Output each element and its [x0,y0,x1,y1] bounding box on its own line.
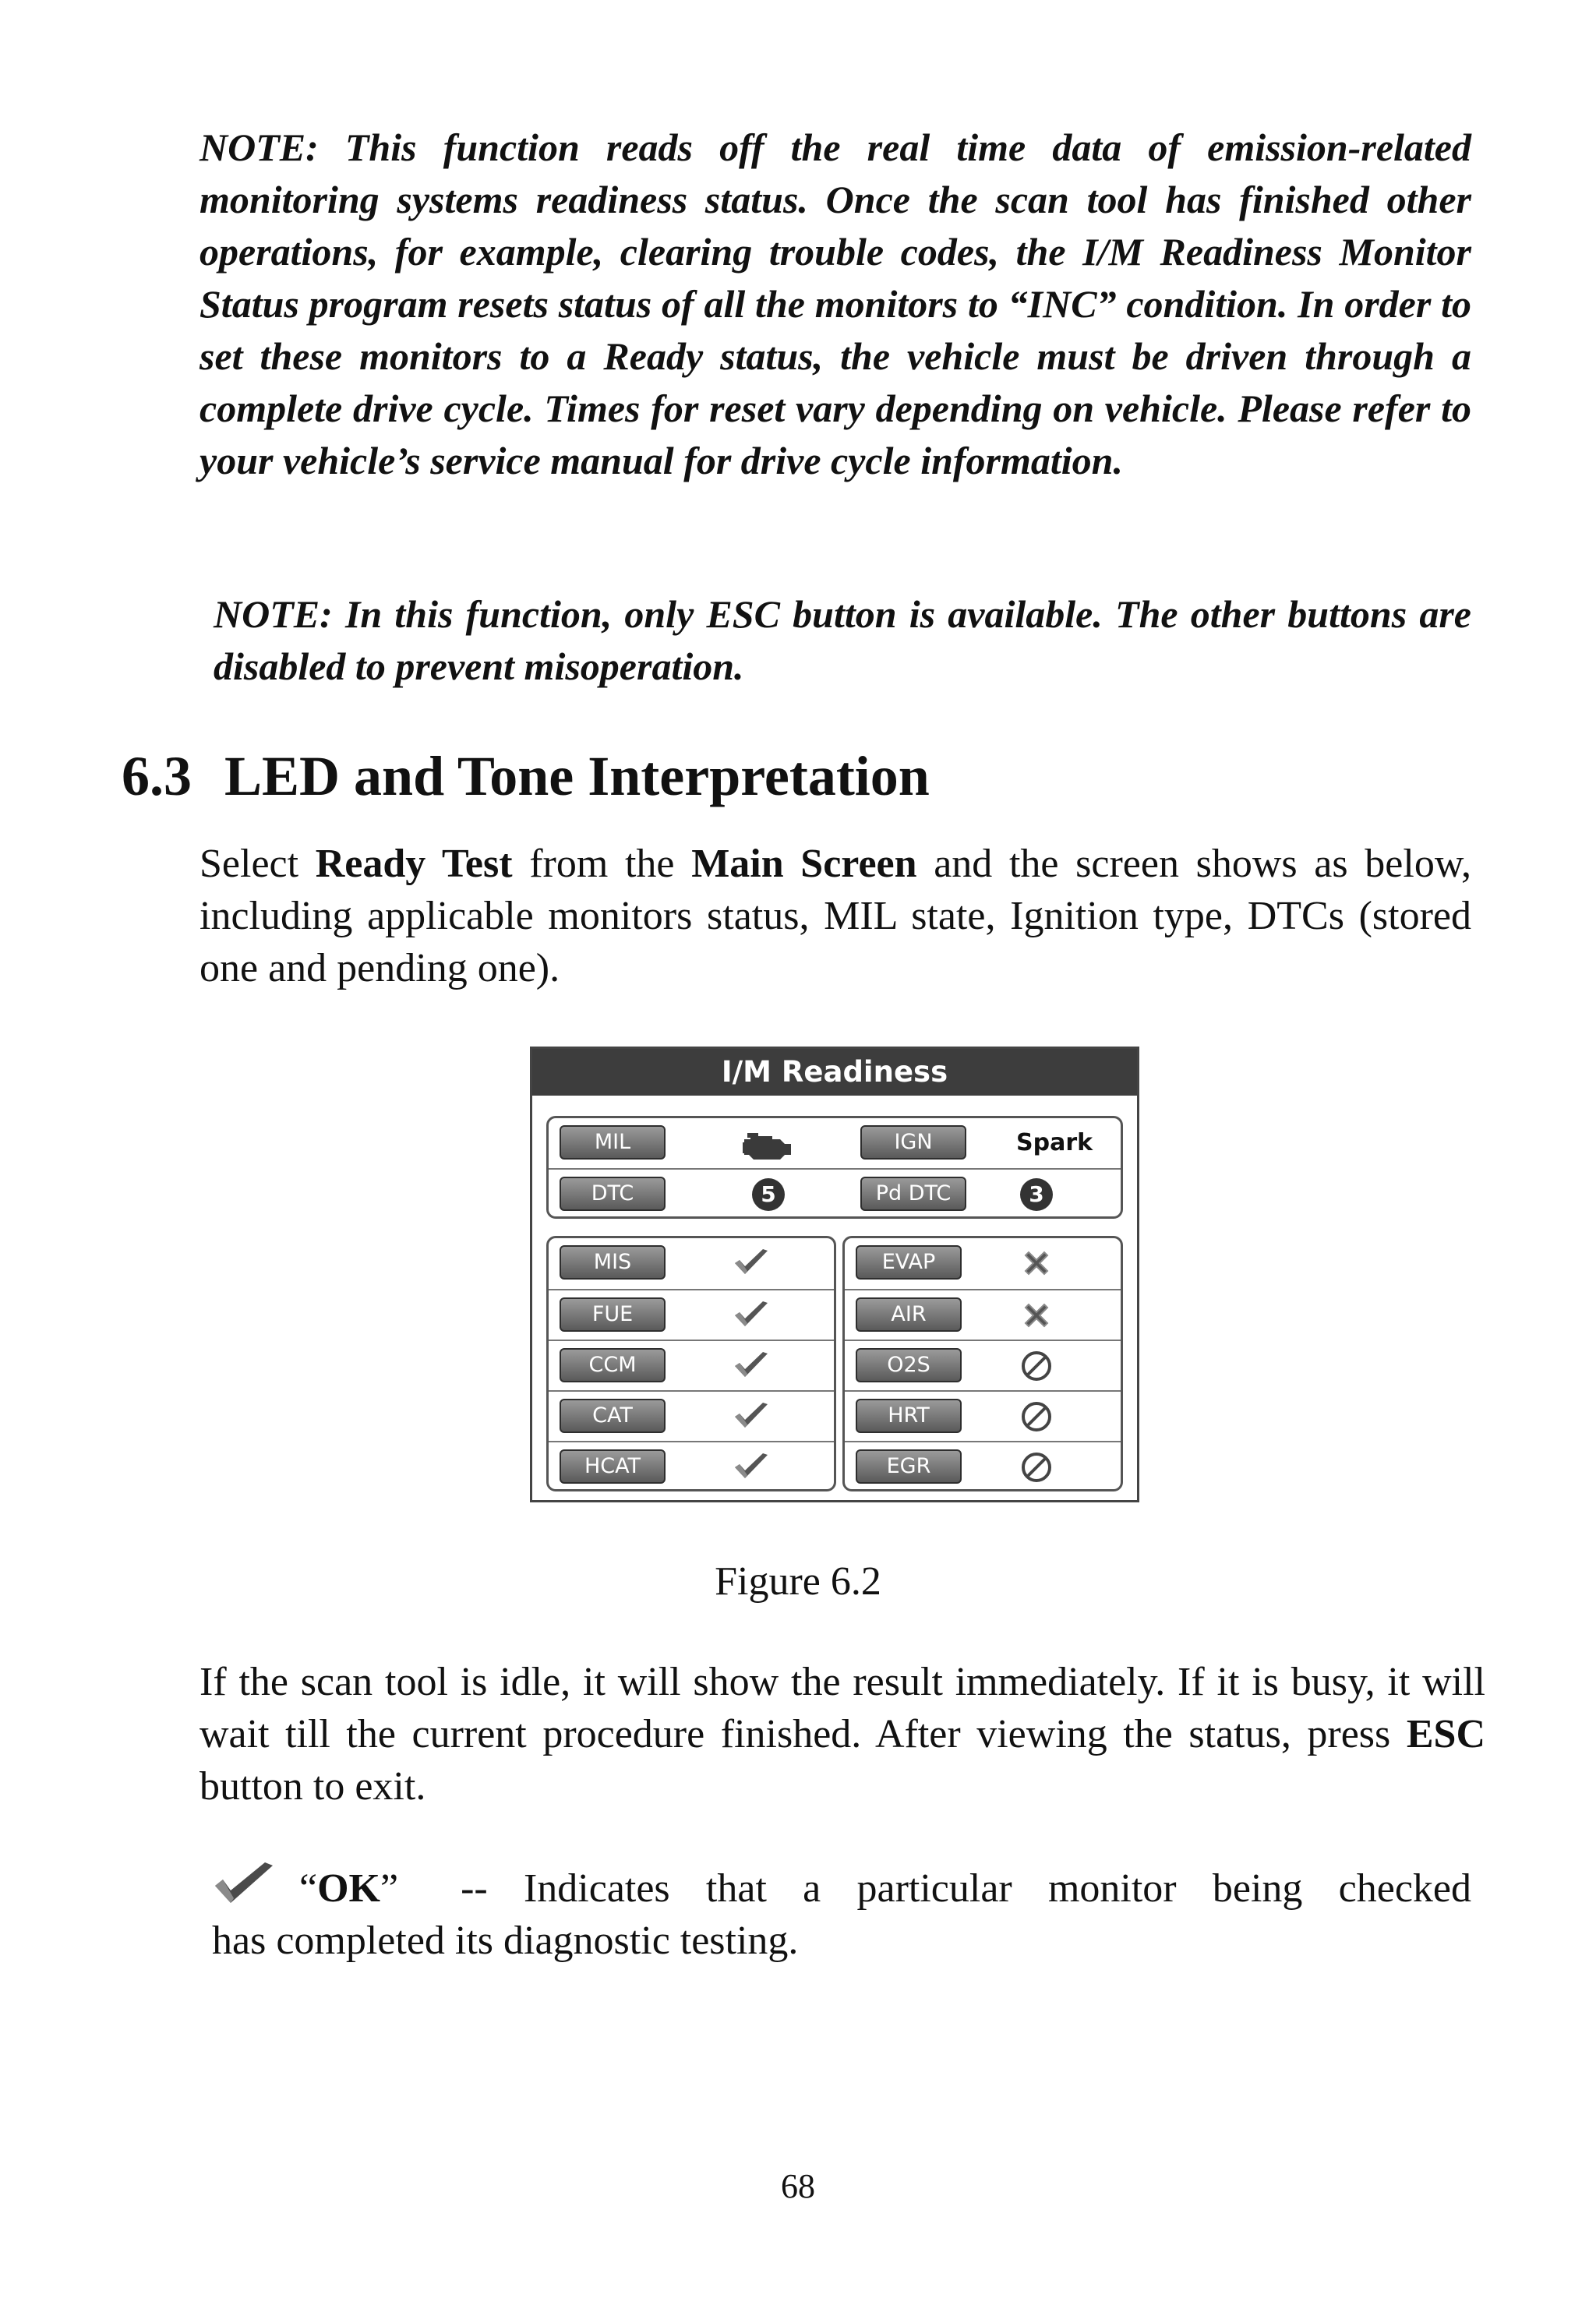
monitor-row [549,1441,834,1491]
idle-text-1: If the scan tool is idle, it will show the result immediately. If it is busy, it will wait till the current procedure finished. After viewing the status, press [200,1660,1485,1756]
check-icon [733,1398,770,1435]
im-readiness-figure [530,1047,1139,1502]
monitor-tag: FUE [560,1297,666,1332]
monitor-tag: AIR [856,1297,962,1332]
cross-icon [1018,1244,1055,1282]
monitor-panel-right [842,1236,1123,1491]
monitor-tag: O2S [856,1348,962,1382]
not-applicable-icon [1018,1449,1055,1486]
ready-test-label: Ready Test [315,842,513,886]
monitor-panel-left [546,1236,836,1491]
monitor-row [845,1441,1121,1491]
monitor-tag: CCM [560,1348,666,1382]
idle-text-2: button to exit. [200,1764,426,1809]
not-applicable-icon [1018,1347,1055,1385]
ok-legend-line-1 [212,1862,1471,1915]
section-number: 6.3 [122,745,192,807]
status-row-dtc [549,1168,1121,1219]
monitor-tag: HRT [856,1399,962,1433]
idle-paragraph [200,1656,1485,1813]
monitor-row [549,1289,834,1340]
intro-text-1: Select [200,842,316,886]
section-heading [122,744,930,809]
monitor-row [845,1289,1121,1340]
intro-text-2: from the [512,842,692,886]
check-icon [212,1861,276,1909]
engine-icon [740,1124,797,1162]
monitor-row [845,1340,1121,1390]
pd-dtc-tag: Pd DTC [860,1177,966,1211]
check-icon [733,1449,770,1486]
monitor-row [549,1238,834,1287]
ok-description-1: -- Indicates that a particular monitor being checked [461,1866,1471,1911]
monitor-row [845,1238,1121,1287]
check-icon [733,1297,770,1334]
figure-title: I/M Readiness [532,1049,1137,1096]
dtc-count-badge-wrap [750,1176,787,1213]
intro-paragraph [200,838,1471,994]
page-number: 68 [781,2167,815,2205]
status-row-mil [549,1118,1121,1167]
monitor-tag: HCAT [560,1449,666,1484]
dtc-tag: DTC [560,1177,666,1211]
pd-dtc-count-badge-wrap [1018,1176,1055,1213]
status-panel [546,1116,1123,1219]
check-icon [733,1347,770,1385]
ok-label [299,1862,398,1915]
intro-text-3: and the screen shows as below, including applicable monitors status, MIL state, Ignition type, DTCs (stored one and pending one). [200,842,1472,990]
ok-description-2: has completed its diagnostic testing. [212,1919,799,1963]
monitor-row [549,1340,834,1390]
not-applicable-icon [1018,1398,1055,1435]
ign-tag: IGN [860,1125,966,1160]
note-esc-only: NOTE: In this function, only ESC button is available. The other buttons are disabled to prevent misoperation. [214,592,1471,688]
monitor-row [845,1390,1121,1441]
monitor-tag: EVAP [856,1245,962,1280]
ok-legend-item [212,1862,1471,1967]
check-icon [733,1244,770,1282]
ignition-type-value: Spark [1016,1129,1093,1156]
main-screen-label: Main Screen [691,842,917,886]
ok-label-text: OK [317,1866,380,1911]
monitor-tag: MIS [560,1245,666,1280]
ok-close-quote: ” [380,1866,399,1911]
note-readiness: NOTE: This function reads off the real time data of emission-related monitoring systems readiness status. Once the scan tool has finished other operations, for example, clearing trouble codes, the I/M Readiness Monitor Status program resets status of all the monitors to “INC” condition. In order to set these monitors to a Ready status, the vehicle must be driven through a complete drive cycle. Times for reset vary depending on vehicle. Please refer to your vehicle’s service manual for drive cycle information. [200,125,1471,482]
section-title: LED and Tone Interpretation [224,745,930,807]
monitor-row [549,1390,834,1441]
mil-tag: MIL [560,1125,666,1160]
cross-icon [1018,1297,1055,1334]
monitor-tag: EGR [856,1449,962,1484]
ok-open-quote: “ [299,1866,318,1911]
esc-label: ESC [1406,1712,1485,1756]
figure-caption: Figure 6.2 [715,1559,881,1604]
monitor-tag: CAT [560,1399,666,1433]
pd-dtc-count-badge: 3 [1020,1178,1053,1211]
dtc-count-badge: 5 [752,1178,785,1211]
